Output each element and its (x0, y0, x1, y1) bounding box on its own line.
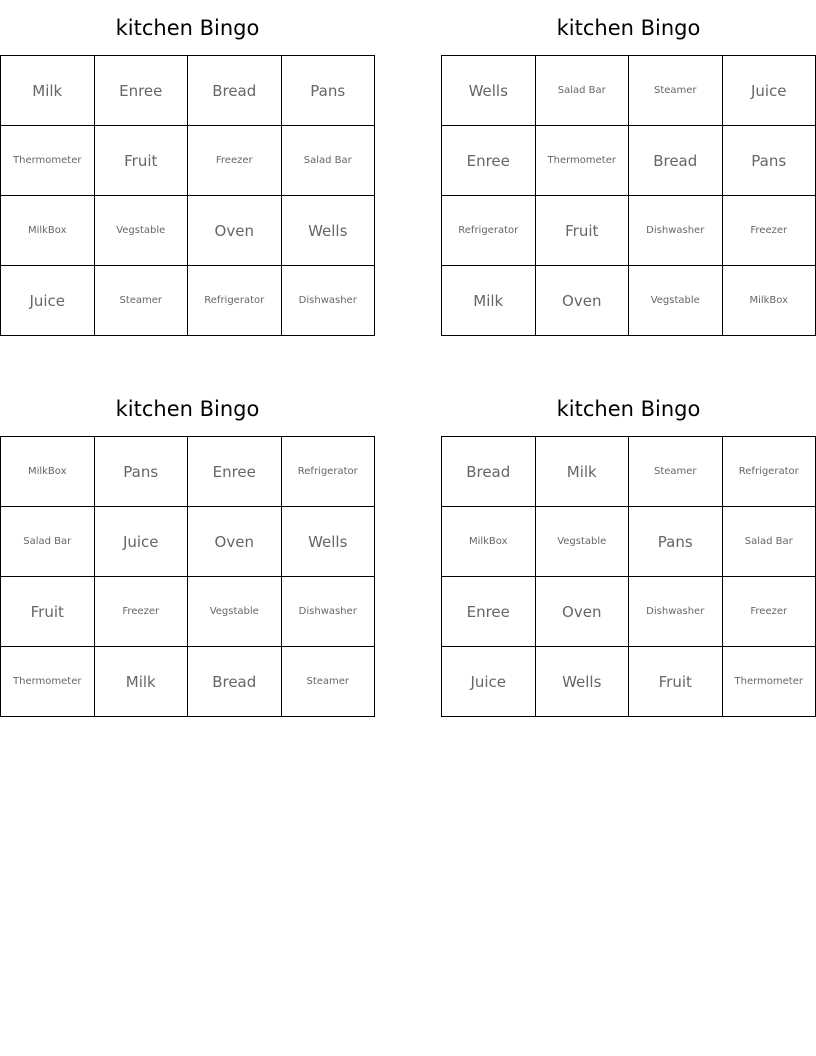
grid-row (1, 577, 375, 647)
bingo-cell: Salad Bar (281, 126, 375, 196)
grid-row (442, 647, 816, 717)
bingo-grid (0, 55, 375, 336)
bingo-cell: Milk (535, 437, 629, 507)
grid-row (442, 507, 816, 577)
bingo-cell: MilkBox (442, 507, 536, 577)
bingo-cell: MilkBox (1, 437, 95, 507)
bingo-cell: MilkBox (722, 266, 816, 336)
bingo-cell: Salad Bar (722, 507, 816, 577)
bingo-cell: Oven (535, 266, 629, 336)
bingo-cell: Steamer (281, 647, 375, 717)
bingo-cell: Juice (1, 266, 95, 336)
bingo-cell: Milk (1, 56, 95, 126)
bingo-cell: Milk (442, 266, 536, 336)
bingo-cell: Pans (722, 126, 816, 196)
bingo-cell: Fruit (629, 647, 723, 717)
bingo-cell: Enree (442, 577, 536, 647)
bingo-cell: Enree (442, 126, 536, 196)
grid-row (1, 266, 375, 336)
bingo-cell: Refrigerator (188, 266, 282, 336)
bingo-cell: Wells (442, 56, 536, 126)
bingo-cell: Salad Bar (535, 56, 629, 126)
bingo-cell: Freezer (94, 577, 188, 647)
bingo-cell: Bread (188, 647, 282, 717)
bingo-cell: Juice (722, 56, 816, 126)
bingo-cell: Oven (188, 196, 282, 266)
bingo-cell: Juice (94, 507, 188, 577)
bingo-cell: Vegstable (535, 507, 629, 577)
bingo-cell: Fruit (94, 126, 188, 196)
bingo-cell: Freezer (722, 577, 816, 647)
bingo-cell: Enree (94, 56, 188, 126)
bingo-cell: Bread (188, 56, 282, 126)
bingo-cell: Thermometer (722, 647, 816, 717)
bingo-cell: Dishwasher (629, 577, 723, 647)
bingo-cell: Fruit (1, 577, 95, 647)
card-title: kitchen Bingo (556, 397, 701, 421)
bingo-cell: Pans (281, 56, 375, 126)
bingo-cell: Dishwasher (629, 196, 723, 266)
bingo-cell: Thermometer (535, 126, 629, 196)
grid-row (442, 56, 816, 126)
bingo-cell: Bread (629, 126, 723, 196)
bingo-cell: Thermometer (1, 126, 95, 196)
bingo-cell: Vegstable (629, 266, 723, 336)
bingo-cell: Refrigerator (722, 437, 816, 507)
bingo-cell: Refrigerator (442, 196, 536, 266)
bingo-cell: Dishwasher (281, 577, 375, 647)
bingo-cell: Bread (442, 437, 536, 507)
bingo-cell: Wells (535, 647, 629, 717)
card-title: kitchen Bingo (556, 16, 701, 40)
bingo-cell: Vegstable (94, 196, 188, 266)
bingo-cell: Oven (188, 507, 282, 577)
bingo-cell: Pans (629, 507, 723, 577)
bingo-cell: Oven (535, 577, 629, 647)
bingo-cell: Steamer (629, 56, 723, 126)
grid-row (442, 577, 816, 647)
bingo-cell: Steamer (629, 437, 723, 507)
bingo-cell: Freezer (722, 196, 816, 266)
bingo-cell: Freezer (188, 126, 282, 196)
bingo-cell: Enree (188, 437, 282, 507)
bingo-cell: Fruit (535, 196, 629, 266)
grid-row (1, 437, 375, 507)
bingo-cell: Juice (442, 647, 536, 717)
bingo-cell: Refrigerator (281, 437, 375, 507)
grid-row (442, 196, 816, 266)
bingo-cell: Thermometer (1, 647, 95, 717)
grid-row (442, 437, 816, 507)
bingo-cell: Pans (94, 437, 188, 507)
grid-row (1, 56, 375, 126)
bingo-grid (0, 436, 375, 717)
grid-row (1, 196, 375, 266)
card-title: kitchen Bingo (115, 397, 260, 421)
bingo-cell: Dishwasher (281, 266, 375, 336)
grid-row (1, 647, 375, 717)
grid-row (1, 507, 375, 577)
bingo-cell: Wells (281, 507, 375, 577)
bingo-cell: Vegstable (188, 577, 282, 647)
bingo-cell: Steamer (94, 266, 188, 336)
bingo-cell: Milk (94, 647, 188, 717)
bingo-grid (441, 436, 816, 717)
card-title: kitchen Bingo (115, 16, 260, 40)
grid-row (442, 266, 816, 336)
bingo-cell: Wells (281, 196, 375, 266)
bingo-cell: Salad Bar (1, 507, 95, 577)
grid-row (1, 126, 375, 196)
bingo-grid (441, 55, 816, 336)
bingo-cell: MilkBox (1, 196, 95, 266)
grid-row (442, 126, 816, 196)
